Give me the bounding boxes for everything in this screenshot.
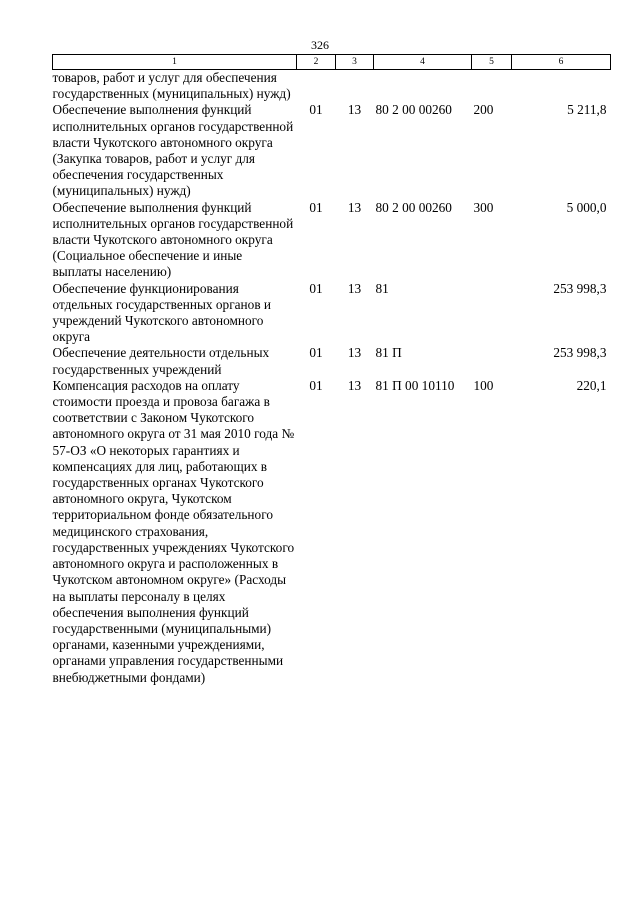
row-target-article: 81 П (375, 345, 402, 361)
header-col-4: 4 (374, 55, 472, 70)
row-subsection (336, 70, 374, 103)
table-row (53, 281, 611, 346)
row-section: 01 (309, 199, 323, 215)
row-expense-type: 200 (473, 102, 494, 118)
row-subsection: 13 (347, 377, 362, 393)
header-col-5: 5 (472, 55, 512, 70)
row-subsection: 13 (347, 199, 362, 215)
row-section: 01 (309, 102, 323, 118)
row-expense-type (472, 70, 512, 103)
row-target-article (374, 70, 472, 103)
row-target-article: 81 П 00 10110 (375, 377, 455, 393)
row-amount (512, 70, 611, 103)
row-amount: 5 000,0 (566, 199, 607, 215)
row-name: товаров, работ и услуг для обеспечения государственных (муниципальных) нужд) (52, 70, 291, 102)
row-expense-type: 300 (473, 199, 494, 215)
header-col-6: 6 (512, 55, 611, 70)
row-name: Обеспечение выполнения функций исполнительных органов государственной власти Чукотского автономного округа (Социальное обеспечение и иные выплаты населению) (52, 199, 294, 280)
row-amount: 253 998,3 (553, 280, 607, 296)
budget-table (52, 54, 611, 686)
row-target-article: 80 2 00 00260 (375, 102, 452, 118)
row-name: Обеспечение функционирования отдельных государственных органов и учреждений Чукотского автономного округа (52, 280, 272, 345)
table-row (53, 200, 611, 281)
row-amount: 220,1 (576, 377, 607, 393)
row-amount: 5 211,8 (567, 102, 607, 118)
row-subsection: 13 (347, 280, 362, 296)
table-body (53, 70, 611, 686)
row-expense-type (472, 281, 512, 346)
row-target-article: 80 2 00 00260 (375, 199, 452, 215)
table-header (53, 55, 611, 70)
header-col-3: 3 (336, 55, 374, 70)
row-name: Обеспечение деятельности отдельных государственных учреждений (52, 345, 270, 377)
table-row (53, 345, 611, 377)
table-row (53, 378, 611, 686)
row-name: Обеспечение выполнения функций исполнительных органов государственной власти Чукотского автономного округа (Закупка товаров, работ и услуг для обеспечения государственных (муниципальных) нужд) (52, 102, 294, 199)
table-row (53, 102, 611, 199)
header-row (53, 55, 611, 70)
row-expense-type: 100 (473, 377, 494, 393)
row-expense-type (472, 345, 512, 377)
page-number: 326 (311, 38, 329, 52)
header-col-2: 2 (297, 55, 336, 70)
header-col-1: 1 (53, 55, 297, 70)
row-section: 01 (309, 345, 323, 361)
row-name: Компенсация расходов на оплату стоимости проезда и провоза багажа в соответствии с Законом Чукотского автономного округа от 31 мая 2010 года № 57-ОЗ «О некоторых гарантиях и компенсациях для лиц, работающих в государственных органах Чукотского автономного округа, Чукотском территориальном фонде обязательного медицинского страхования, государственных учреждениях Чукотского автономного округа и расположенных в Чукотском автономном округе» (Расходы на выплаты персоналу в целях обеспечения выполнения функций государственными (муниципальными) органами, казенными учреждениями, органами управления государственными внебюджетными фондами) (52, 377, 295, 685)
row-amount: 253 998,3 (553, 345, 607, 361)
row-section (297, 70, 336, 103)
table-row (53, 70, 611, 103)
row-subsection: 13 (347, 345, 362, 361)
row-subsection: 13 (347, 102, 362, 118)
row-section: 01 (309, 280, 323, 296)
row-section: 01 (309, 377, 323, 393)
row-target-article: 81 (375, 280, 389, 296)
